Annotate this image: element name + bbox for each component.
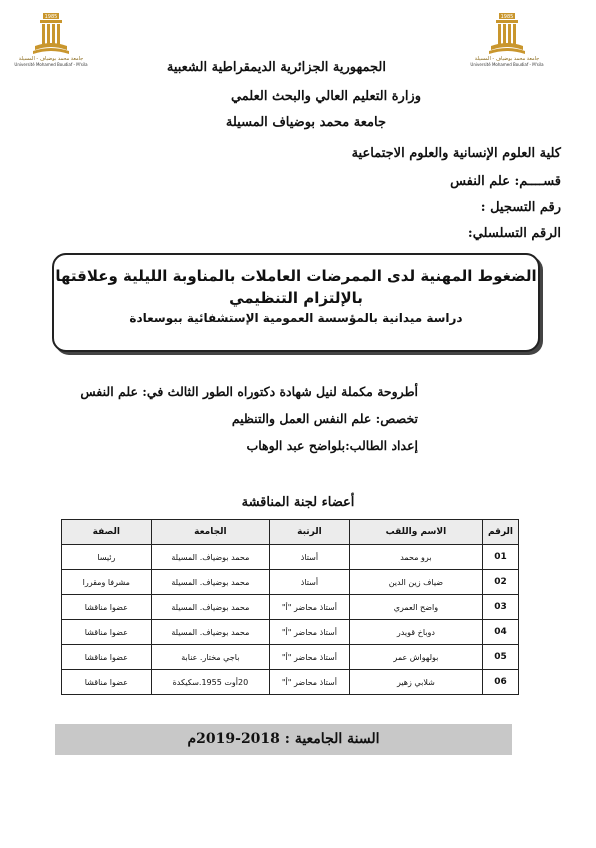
university-emblem-icon	[31, 12, 71, 56]
cell-rank: أستاذ محاضر "أ"	[270, 645, 350, 670]
department-line: قســــم: علم النفس	[450, 174, 561, 189]
cell-name: برو محمد	[349, 545, 482, 570]
cell-role: عضوا مناقشا	[62, 670, 152, 695]
cell-rank: أستاذ محاضر "أ"	[270, 620, 350, 645]
table-row	[62, 595, 519, 620]
university-emblem-icon	[487, 12, 527, 56]
column-header-number: الرقم	[483, 520, 519, 545]
thesis-subtitle: دراسة ميدانية بالمؤسسة العمومية الإستشفائية ببوسعادة	[129, 311, 463, 325]
logo-year: 1985	[500, 14, 514, 20]
cell-number: 06	[483, 670, 519, 695]
table-row	[62, 620, 519, 645]
cell-number: 02	[483, 570, 519, 595]
cell-name: بولهواش عمر	[349, 645, 482, 670]
cell-number: 04	[483, 620, 519, 645]
cell-role: مشرفا ومقررا	[62, 570, 152, 595]
cell-university: محمد بوضياف. المسيلة	[151, 570, 270, 595]
republic-line: الجمهورية الجزائرية الديمقراطية الشعبية	[166, 60, 386, 75]
cell-university: محمد بوضياف. المسيلة	[151, 545, 270, 570]
logo-caption-ar: جامعة محمد بوضياف - المسيلة	[18, 56, 84, 62]
cell-name: واضح العمري	[349, 595, 482, 620]
cell-name: شلابي زهير	[349, 670, 482, 695]
table-row	[62, 670, 519, 695]
logo-caption-fr: Université Mohamed Boudiaf - M'sila	[14, 62, 88, 67]
logo-year: 1985	[44, 14, 58, 20]
table-row	[62, 645, 519, 670]
faculty-line: كلية العلوم الإنسانية والعلوم الاجتماعية	[351, 146, 561, 161]
committee-table	[61, 519, 519, 695]
logo-caption-ar: جامعة محمد بوضياف - المسيلة	[474, 56, 540, 62]
cell-role: رئيسا	[62, 545, 152, 570]
ministry-line: وزارة التعليم العالي والبحث العلمي	[230, 89, 421, 104]
cell-university: محمد بوضياف. المسيلة	[151, 620, 270, 645]
cell-university: باجي مختار. عنابة	[151, 645, 270, 670]
column-header-rank: الرتبة	[270, 520, 350, 545]
committee-heading: أعضاء لجنة المناقشة	[241, 495, 355, 510]
student-line: إعداد الطالب:بلواضح عبد الوهاب	[246, 438, 418, 453]
cell-number: 05	[483, 645, 519, 670]
registration-line: رقم التسجيل :	[480, 200, 561, 215]
table-header-row	[62, 520, 519, 545]
thesis-title-line2: بالإلتزام التنظيمي	[229, 289, 363, 307]
column-header-role: الصفة	[62, 520, 152, 545]
logo-caption-fr: Université Mohamed Boudiaf - M'sila	[470, 62, 544, 67]
cell-role: عضوا مناقشا	[62, 620, 152, 645]
thesis-title-line1: الضغوط المهنية لدى الممرضات العاملات بالمناوبة الليلية وعلاقتها	[55, 267, 537, 285]
thesis-title-box	[52, 253, 540, 352]
cell-number: 01	[483, 545, 519, 570]
cell-university: محمد بوضياف. المسيلة	[151, 595, 270, 620]
academic-year-banner: السنة الجامعية : 2018-2019م	[55, 724, 512, 755]
degree-line: أطروحة مكملة لنيل شهادة دكتوراه الطور الثالث في: علم النفس	[80, 384, 418, 399]
university-logo-right	[466, 12, 548, 76]
cell-role: عضوا مناقشا	[62, 645, 152, 670]
column-header-name: الاسم واللقب	[349, 520, 482, 545]
cell-rank: أستاذ محاضر "أ"	[270, 670, 350, 695]
specialty-line: تخصص: علم النفس العمل والتنظيم	[231, 411, 418, 426]
cell-role: عضوا مناقشا	[62, 595, 152, 620]
serial-number-line: الرقم التسلسلي:	[467, 226, 561, 241]
cell-university: 20أوت 1955.سكيكدة	[151, 670, 270, 695]
cell-name: دوباخ قويدر	[349, 620, 482, 645]
university-line: جامعة محمد بوضياف المسيلة	[225, 115, 386, 130]
column-header-university: الجامعة	[151, 520, 270, 545]
table-row	[62, 570, 519, 595]
cell-name: ضياف زين الدين	[349, 570, 482, 595]
table-row	[62, 545, 519, 570]
cell-rank: أستاذ	[270, 545, 350, 570]
cell-rank: أستاذ محاضر "أ"	[270, 595, 350, 620]
university-logo-left	[10, 12, 92, 76]
cell-number: 03	[483, 595, 519, 620]
cell-rank: أستاذ	[270, 570, 350, 595]
